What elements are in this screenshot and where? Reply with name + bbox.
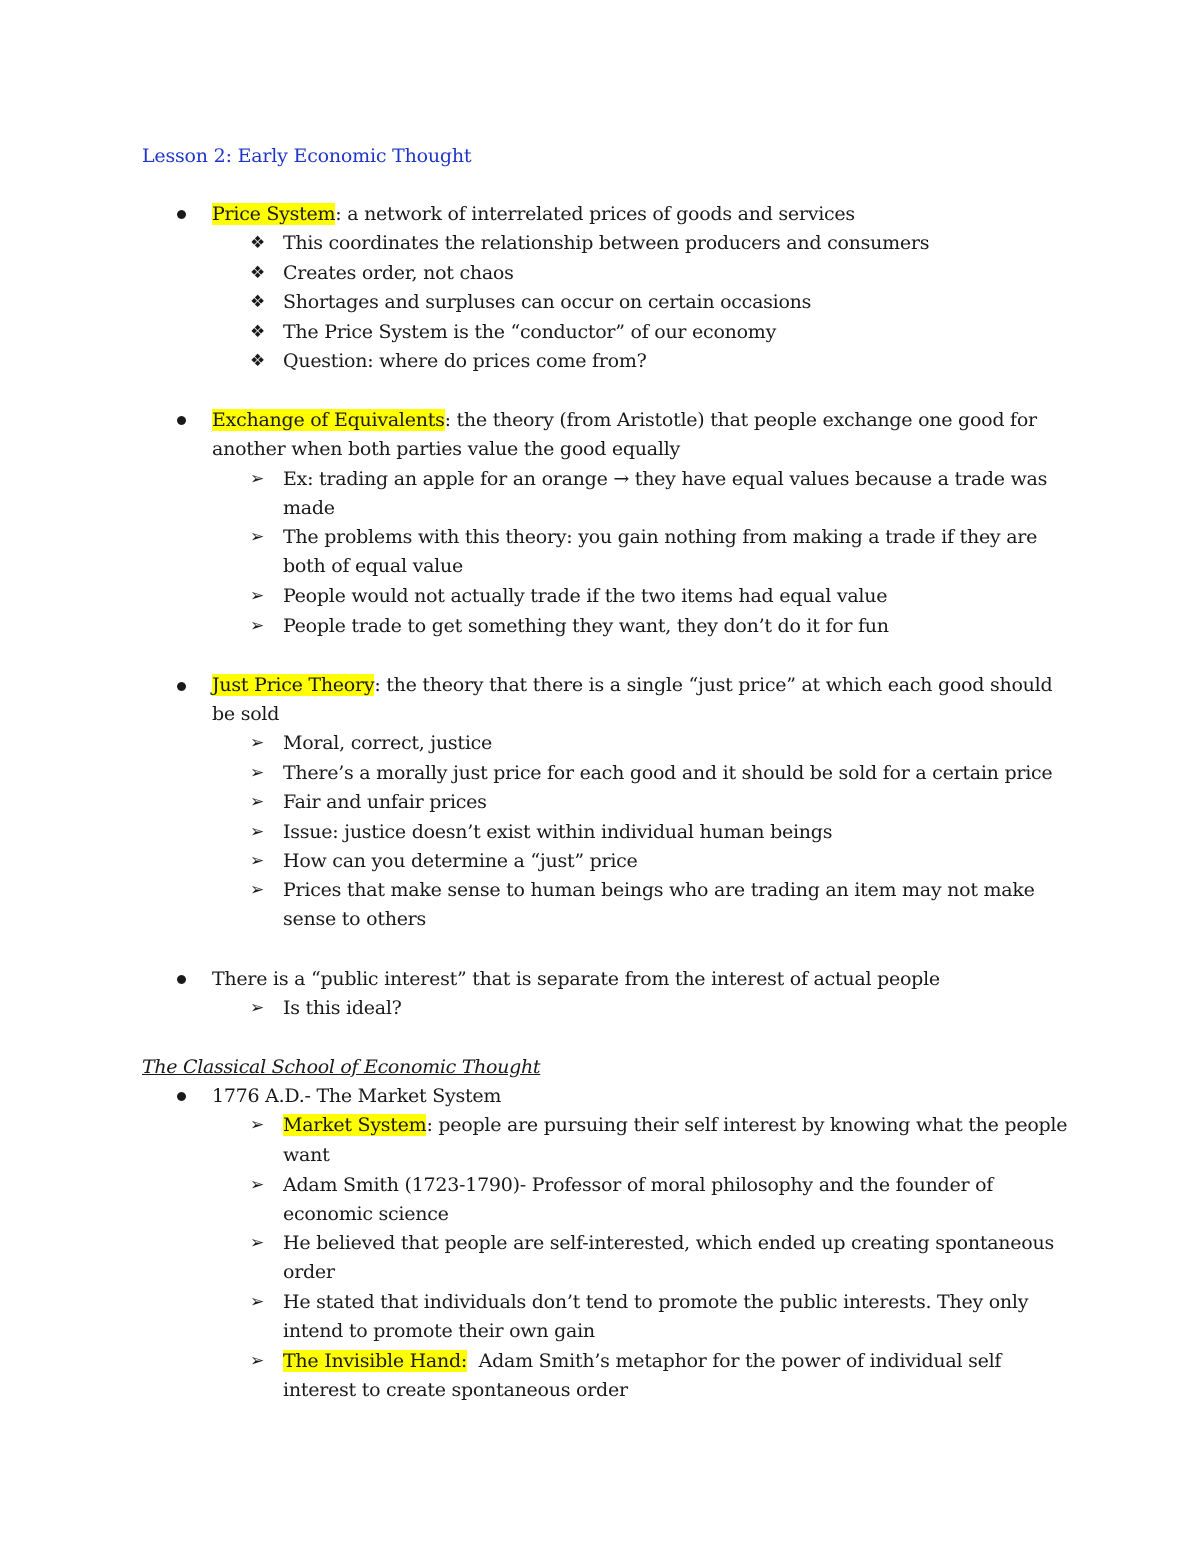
sub-item: Creates order, not chaos	[283, 262, 514, 284]
sub-item: He stated that individuals don’t tend to promote the public interests. They only	[283, 1291, 1029, 1313]
bullet-dot	[177, 210, 186, 219]
sub-item: Ex: trading an apple for an orange → they have equal values because a trade was	[283, 468, 1048, 490]
arrowhead-bullet-icon: ➢	[250, 792, 265, 812]
arrowhead-bullet-icon: ➢	[250, 1115, 265, 1135]
section-heading: The Classical School of Economic Thought	[142, 1056, 541, 1078]
bullet-dot	[177, 1092, 186, 1101]
sub-item: There’s a morally just price for each good and it should be sold for a certain price	[283, 762, 1053, 784]
sub-item-continuation: sense to others	[283, 908, 427, 930]
sub-item: How can you determine a “just” price	[283, 850, 638, 872]
sub-item: People would not actually trade if the two items had equal value	[283, 585, 888, 607]
sub-item: Moral, correct, justice	[283, 732, 493, 754]
sub-item: Adam Smith (1723-1790)- Professor of moral philosophy and the founder of	[283, 1174, 994, 1196]
arrowhead-bullet-icon: ➢	[250, 998, 265, 1018]
arrowhead-bullet-icon: ➢	[250, 1351, 265, 1371]
arrowhead-bullet-icon: ➢	[250, 822, 265, 842]
bullet-dot	[177, 682, 186, 691]
highlight-term: The Invisible Hand:	[283, 1350, 468, 1372]
definition-text: : a network of interrelated prices of goods and services	[335, 203, 855, 225]
highlight-term: Price System	[212, 203, 336, 225]
highlight-term: Exchange of Equivalents	[212, 409, 445, 431]
bullet-public-interest: There is a “public interest” that is separate from the interest of actual people	[212, 968, 940, 990]
bullet-dot	[177, 975, 186, 984]
sub-item-market-system	[283, 1110, 1067, 1140]
diamond-bullet-icon: ❖	[250, 292, 266, 312]
bullet-exchange-equivalents	[212, 405, 1037, 435]
diamond-bullet-icon: ❖	[250, 322, 266, 342]
sub-item-continuation: both of equal value	[283, 555, 463, 577]
arrowhead-bullet-icon: ➢	[250, 616, 265, 636]
sub-item: The problems with this theory: you gain nothing from making a trade if they are	[283, 526, 1038, 548]
sub-item: Prices that make sense to human beings who are trading an item may not make	[283, 879, 1035, 901]
sub-item-continuation: want	[283, 1144, 330, 1166]
highlight-term: Market System	[283, 1114, 427, 1136]
bullet-market-system-year: 1776 A.D.- The Market System	[212, 1085, 502, 1107]
sub-item-continuation: economic science	[283, 1203, 449, 1225]
arrowhead-bullet-icon: ➢	[250, 880, 265, 900]
sub-item: He believed that people are self-interested, which ended up creating spontaneous	[283, 1232, 1054, 1254]
highlight-term: Just Price Theory	[212, 674, 375, 696]
definition-continuation: be sold	[212, 703, 280, 725]
arrowhead-bullet-icon: ➢	[250, 733, 265, 753]
definition-continuation: another when both parties value the good equally	[212, 438, 681, 460]
sub-item-continuation: intend to promote their own gain	[283, 1320, 595, 1342]
definition-text: : the theory (from Aristotle) that people exchange one good for	[444, 409, 1037, 431]
sub-item: Fair and unfair prices	[283, 791, 487, 813]
arrowhead-bullet-icon: ➢	[250, 586, 265, 606]
sub-item-invisible-hand	[283, 1346, 1001, 1376]
sub-item: People trade to get something they want, they don’t do it for fun	[283, 615, 889, 637]
bullet-just-price-theory	[212, 670, 1052, 700]
sub-item: Shortages and surpluses can occur on certain occasions	[283, 291, 812, 313]
sub-item-continuation: order	[283, 1261, 335, 1283]
diamond-bullet-icon: ❖	[250, 263, 266, 283]
page-title: Lesson 2: Early Economic Thought	[142, 145, 472, 167]
sub-item: Question: where do prices come from?	[283, 350, 647, 372]
arrowhead-bullet-icon: ➢	[250, 1292, 265, 1312]
diamond-bullet-icon: ❖	[250, 233, 266, 253]
definition-text: : the theory that there is a single “just price” at which each good should	[374, 674, 1053, 696]
sub-item: Is this ideal?	[283, 997, 402, 1019]
definition-text: Adam Smith’s metaphor for the power of individual self	[467, 1350, 1002, 1372]
arrowhead-bullet-icon: ➢	[250, 469, 265, 489]
bullet-dot	[177, 416, 186, 425]
sub-item: Issue: justice doesn’t exist within individual human beings	[283, 821, 833, 843]
sub-item: This coordinates the relationship between producers and consumers	[283, 232, 930, 254]
arrowhead-bullet-icon: ➢	[250, 1175, 265, 1195]
sub-item: The Price System is the “conductor” of our economy	[283, 321, 777, 343]
arrowhead-bullet-icon: ➢	[250, 1233, 265, 1253]
diamond-bullet-icon: ❖	[250, 351, 266, 371]
bullet-price-system	[212, 199, 855, 229]
arrowhead-bullet-icon: ➢	[250, 851, 265, 871]
arrowhead-bullet-icon: ➢	[250, 527, 265, 547]
sub-item-continuation: interest to create spontaneous order	[283, 1379, 628, 1401]
sub-item-continuation: made	[283, 497, 335, 519]
arrowhead-bullet-icon: ➢	[250, 763, 265, 783]
definition-text: : people are pursuing their self interest by knowing what the people	[426, 1114, 1068, 1136]
